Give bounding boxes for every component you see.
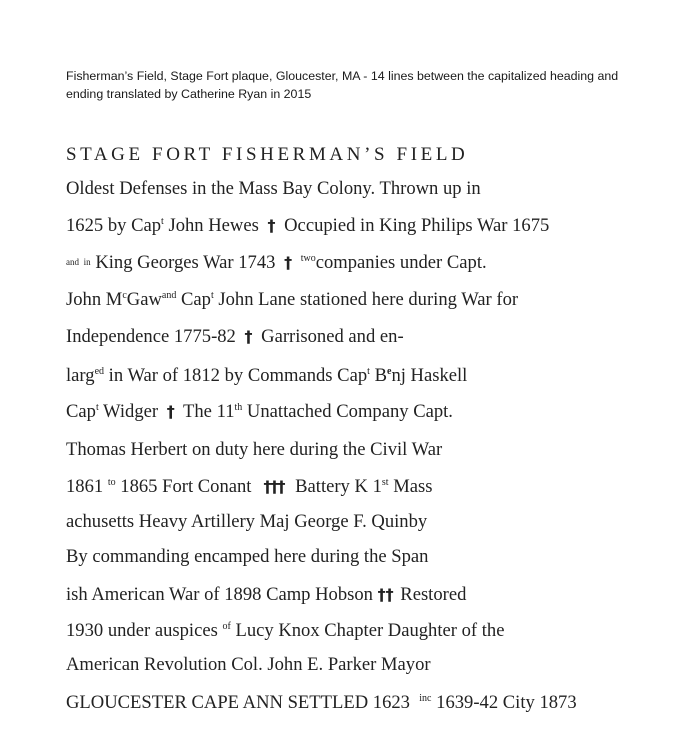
line-text: King Georges War 1743 [90,252,281,273]
plaque-line-14 [66,654,431,676]
line-text: Cap [176,289,211,310]
cross-icon: † [284,253,293,272]
line-text: GLOUCESTER CAPE ANN SETTLED 1623 [66,692,420,713]
superscript: c [122,290,127,301]
line-text: 1865 Fort Conant [115,476,252,497]
line-text: John Lane stationed here during War for [213,289,519,310]
plaque-line-2 [66,215,549,237]
line-text: B [369,365,387,386]
line-text: Widger [98,401,163,422]
line-text: John M [66,289,123,310]
line-text: John Hewes [163,215,264,236]
plaque-line-6 [66,365,467,387]
line-text: 1625 by Cap [66,215,162,236]
line-text: 1930 under auspices [66,620,223,641]
line-text: Battery K 1 [290,476,382,497]
plaque-line-5 [66,326,404,348]
superscript: inc [419,693,432,704]
superscript: t [210,290,214,301]
plaque-line-1 [66,178,481,200]
superscript: th [234,402,243,413]
line-text: Lucy Knox Chapter Daughter of the [230,620,505,641]
line-text: Restored [395,584,467,605]
line-text: larg [66,365,95,386]
line-text: Mass [388,476,433,497]
superscript: st [381,477,389,488]
plaque-heading: STAGE FORT FISHERMAN’S FIELD [66,144,469,165]
line-text: Occupied in King Philips War 1675 [279,215,550,236]
line-text: Thomas Herbert on duty here during the Civil War [66,439,443,460]
plaque-line-10 [66,511,427,533]
line-text: 1861 [66,476,108,497]
caption-line-1: Fisherman’s Field, Stage Fort plaque, Gloucester, MA - 14 lines between the capitalized heading and [66,69,619,83]
plaque-line-3 [66,252,487,274]
plaque-line-11 [66,546,428,568]
line-text: Cap [66,401,96,422]
line-text: nj Haskell [391,365,468,386]
line-text: The 11 [178,401,235,422]
line-text: in War of 1812 by Commands Cap [104,365,368,386]
plaque-line-9 [66,476,432,498]
cross-icon: † [267,216,276,235]
line-text: companies under Capt. [315,252,487,273]
triple-cross-icon: ††† [263,477,285,496]
caption-line-2: ending translated by Catherine Ryan in 2015 [66,87,312,101]
superscript: t [95,402,99,413]
superscript: ed [94,366,105,377]
line-text: Oldest Defenses in the Mass Bay Colony. Thrown up in [66,178,481,199]
superscript: e [386,366,392,377]
plaque-line-12 [66,584,466,606]
superscript: to [107,477,116,488]
plaque-line-4 [66,289,518,311]
superscript: t [367,366,370,377]
double-cross-icon: †† [377,585,394,604]
plaque-line-13 [66,620,504,642]
line-text: By commanding encamped here during the Span [66,546,429,567]
superscript: two [300,253,316,264]
superscript: of [222,621,231,632]
line-text: Unattached Company Capt. [242,401,453,422]
cross-icon: † [244,327,253,346]
line-text: achusetts Heavy Artillery Maj George F. Quinby [66,511,428,532]
line-text: Independence 1775-82 [66,326,241,347]
line-text: Garrisoned and en- [256,326,404,347]
superscript: t [161,216,164,227]
superscript: and [66,257,79,267]
line-text: 1639-42 City 1873 [431,692,577,713]
plaque-line-8 [66,439,442,461]
plaque-line-15 [66,692,577,714]
superscript: in [83,257,91,267]
cross-icon: † [166,402,175,421]
superscript: and [161,290,177,301]
line-text: American Revolution Col. John E. Parker Mayor [66,654,431,675]
line-text: Gaw [126,289,162,310]
line-text: ish American War of 1898 Camp Hobson [66,584,378,605]
plaque-line-7 [66,401,453,423]
document-caption [66,67,686,103]
